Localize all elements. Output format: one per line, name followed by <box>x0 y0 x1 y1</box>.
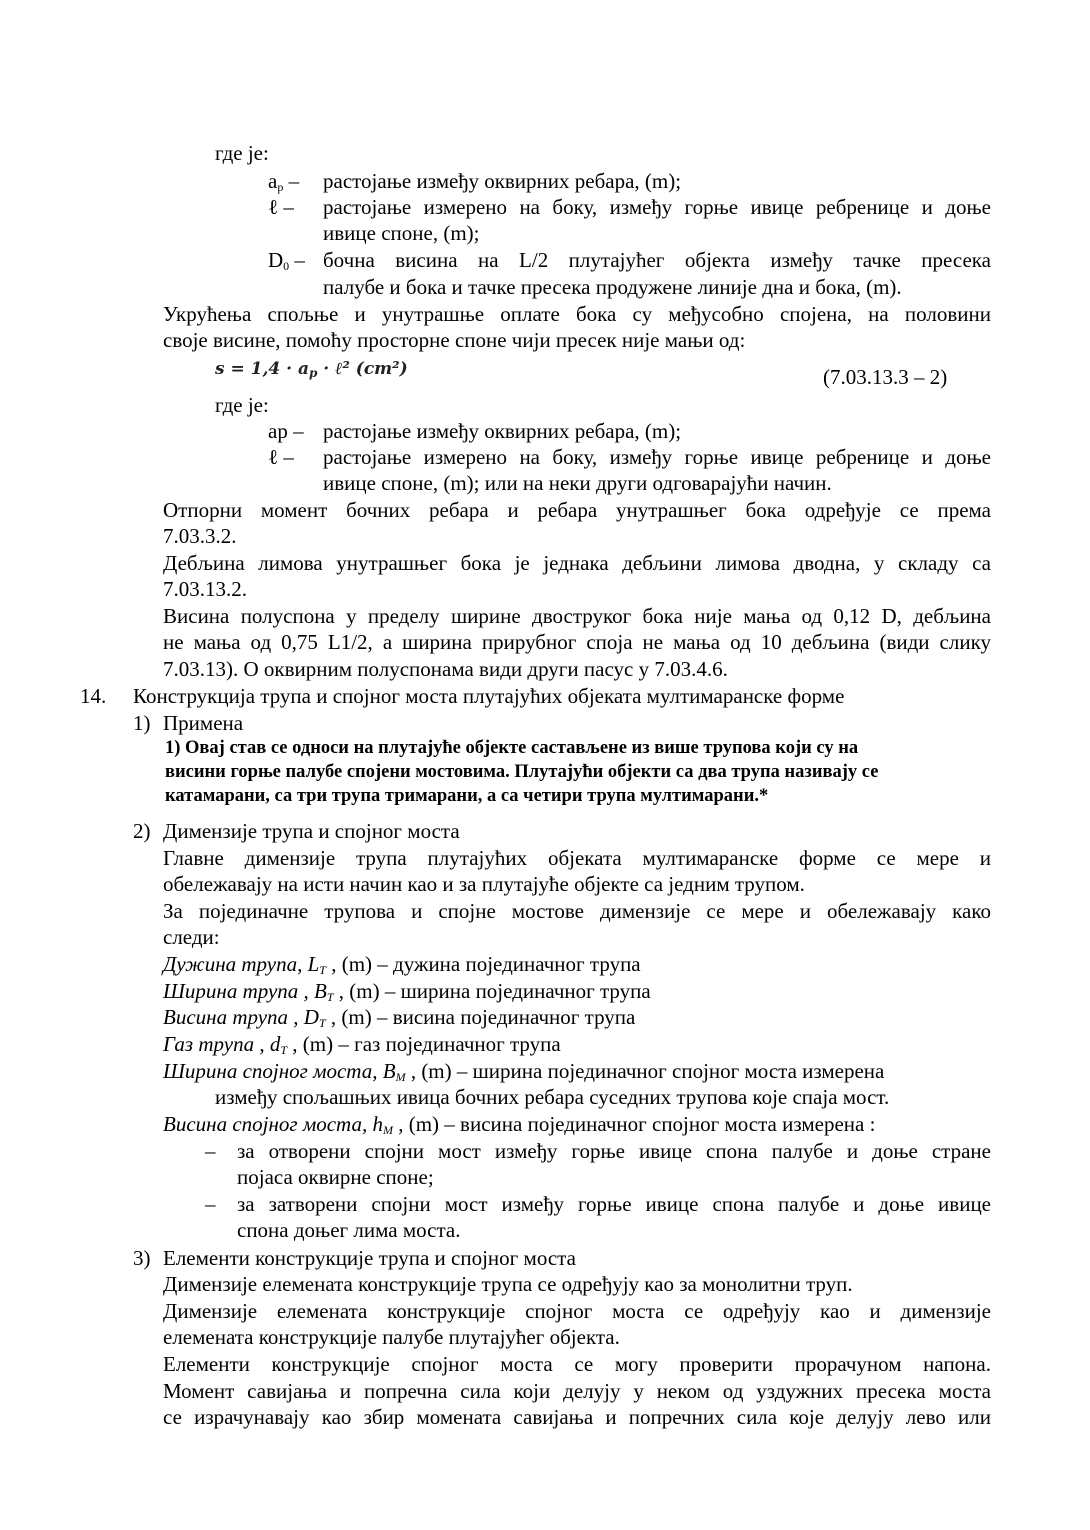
def-text: ивице споне, (m); или на неки други одговарајући начин. <box>323 471 832 495</box>
def-term-l: ℓ – <box>268 195 294 219</box>
paragraph: своје висине, помоћу просторне споне чији пресек није мањи од: <box>163 328 746 352</box>
subsection-title: Елементи конструкције трупа и спојног моста <box>163 1246 576 1270</box>
bullet-text: спона доњег лима моста. <box>237 1218 461 1242</box>
where-label: где је: <box>215 141 269 165</box>
bold-note: висини горње палубе спојени мостовима. Плутајући објекти са два трупа називају се <box>165 762 879 782</box>
subsection-title: Примена <box>163 711 244 735</box>
paragraph: се израчунавају као збир момената савијања и попречних сила које делују лево или <box>163 1405 991 1429</box>
subsection-number: 1) <box>133 711 151 735</box>
bold-note: 1) Овај став се односи на плутајуће објекте састављене из више трупова који су на <box>165 738 859 758</box>
paragraph: елемената конструкције палубе плутајућег објекта. <box>163 1325 620 1349</box>
bold-note: катамарани, са три трупа тримарани, а са четири трупа мултимарани.* <box>165 786 769 806</box>
paragraph: 7.03.3.2. <box>163 524 237 548</box>
paragraph: Укрућења спољње и унутрашње оплате бока су међусобно спојена, на половини <box>163 302 991 326</box>
dimension-item: Висина трупа , $D_T$ , (m) – висина појединачног трупа <box>163 1005 636 1030</box>
paragraph: Елементи конструкције спојног моста се могу проверити прорачуном напона. <box>163 1352 991 1376</box>
bullet-text: појаса оквирне споне; <box>237 1165 434 1189</box>
def-text: растојање измерено на боку, између горње ивице ребренице и доње <box>323 445 991 469</box>
def-term-d0: $D_0$ – <box>268 248 305 273</box>
def-text: растојање између оквирних ребара, (m); <box>323 419 682 443</box>
paragraph: Отпорни момент бочних ребара и ребара унутрашњег бока одређује се према <box>163 498 991 522</box>
where-label: где је: <box>215 393 269 417</box>
dimension-continuation: између спољашњих ивица бочних ребара суседних трупова које спаја мост. <box>215 1085 890 1109</box>
paragraph: Главне димензије трупа плутајућих објеката мултимаранске форме се мере и <box>163 846 991 870</box>
paragraph: Висина полуспона у пределу ширине двоструког бока није мања од 0,12 D, дебљина <box>163 604 991 628</box>
paragraph: Димензије елемената конструкције спојног моста се одређују као и димензије <box>163 1299 991 1323</box>
paragraph: Момент савијања и попречна сила који делују у неком од уздужних пресека моста <box>163 1379 991 1403</box>
paragraph: следи: <box>163 925 220 949</box>
def-text: ивице споне, (m); <box>323 221 480 245</box>
def-text: бочна висина на L/2 плутајућег објекта између тачке пресека <box>323 248 991 272</box>
def-text: растојање измерено на боку, између горње ивице ребренице и доње <box>323 195 991 219</box>
bullet-dash: – <box>205 1192 216 1216</box>
paragraph: обележавају на исти начин као и за плутајуће објекте са једним трупом. <box>163 872 805 896</box>
def-text: растојање између оквирних ребара, (m); <box>323 169 682 193</box>
def-term-l: ℓ – <box>268 445 294 469</box>
subsection-number: 3) <box>133 1246 151 1270</box>
def-term-ap: $a_p$ – <box>268 169 300 194</box>
paragraph: Дебљина лимова унутрашњег бока је једнака дебљини лимова дводна, у складу са <box>163 551 991 575</box>
section-title: Конструкција трупа и спојног моста плутајућих објеката мултимаранске форме <box>133 684 845 708</box>
dimension-item: Висина спојног моста, $h_M$ , (m) – висина појединачног спојног моста измерена : <box>163 1112 876 1137</box>
bullet-text: за затворени спојни мост између горње ивице спона палубе и доње ивице <box>237 1192 991 1216</box>
section-number: 14. <box>80 684 107 708</box>
paragraph: За појединачне трупова и спојне мостове димензије се мере и обележавају како <box>163 899 991 923</box>
paragraph: Димензије елемената конструкције трупа се одређују као за монолитни труп. <box>163 1272 853 1296</box>
bullet-dash: – <box>205 1139 216 1163</box>
subsection-number: 2) <box>133 819 151 843</box>
def-text: палубе и бока и тачке пресека продужене линије дна и бока, (m). <box>323 275 902 299</box>
paragraph: 7.03.13). О оквирним полуспонама види други пасус у 7.03.4.6. <box>163 657 728 681</box>
bullet-text: за отворени спојни мост између горње ивице спона палубе и доње стране <box>237 1139 991 1163</box>
formula-number: (7.03.13.3 – 2) <box>823 365 948 389</box>
formula: $s = 1,4 \cdot a_p$ · ℓ² (cm²) <box>215 359 408 380</box>
paragraph: 7.03.13.2. <box>163 577 247 601</box>
dimension-item: Ширина спојног моста, $B_M$ , (m) – ширина појединачног спојног моста измерена <box>163 1059 885 1084</box>
paragraph: не мања од 0,75 L1/2, а ширина прирубног споја не мања од 10 дебљина (види слику <box>163 630 991 654</box>
dimension-item: Дужина трупа, $L_T$ , (m) – дужина појединачног трупа <box>163 952 641 977</box>
dimension-item: Газ трупа , $d_T$ , (m) – газ појединачног трупа <box>163 1032 561 1057</box>
subsection-title: Димензије трупа и спојног моста <box>163 819 460 843</box>
dimension-item: Ширина трупа , $B_T$ , (m) – ширина појединачног трупа <box>163 979 651 1004</box>
def-term-ap: ap – <box>268 419 304 443</box>
